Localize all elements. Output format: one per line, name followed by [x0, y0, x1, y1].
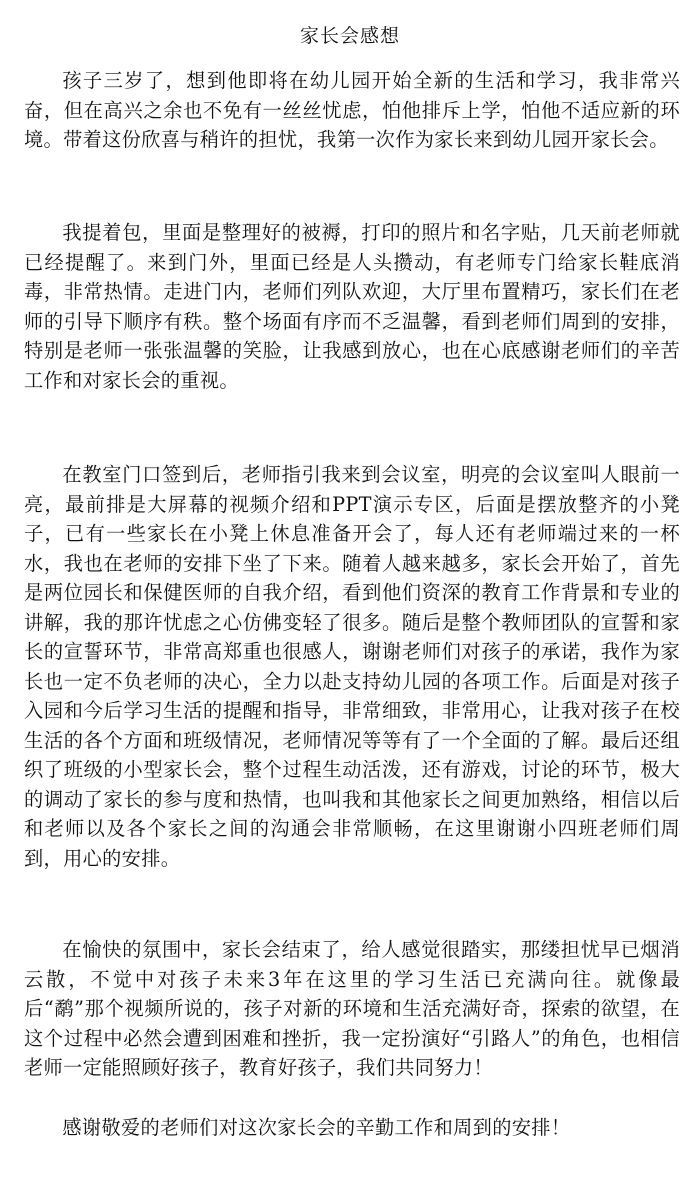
paragraph-3: 在教室门口签到后，老师指引我来到会议室，明亮的会议室叫人眼前一亮，最前排是大屏幕的视频介绍和PPT演示专区，后面是摆放整齐的小凳子，已有一些家长在小凳上休息准备开会了，每人还有老师端过来的一杯水，我也在老师的安排下坐了下来。随着人越来越多，家长会开始了，首先是两位园长和保健医师的自我介绍，看到他们资深的教育工作背景和专业的讲解，我的那许忧虑之心仿佛变轻了很多。随后是整个教师团队的宣誓和家长的宣誓环节，非常高郑重也很感人，谢谢老师们对孩子的承诺，我作为家长也一定不负老师的决心，全力以赴支持幼儿园的各项工作。后面是对孩子入园和今后学习生活的提醒和指导，非常细致，非常用心，让我对孩子在校生活的各个方面和班级情况，老师情况等等有了一个全面的了解。最后还组织了班级的小型家长会，整个过程生动活泼，还有游戏，讨论的环节，极大的调动了家长的参与度和热情，也叫我和其他家长之间更加熟络，相信以后和老师以及各个家长之间的沟通会非常顺畅，在这里谢谢小四班老师们周到，用心的安排。 [24, 463, 680, 870]
paragraph-4: 在愉快的氛围中，家长会结束了，给人感觉很踏实，那缕担忧早已烟消云散，不觉中对孩子未来3年在这里的学习生活已充满向往。就像最后“鹬”那个视频所说的，孩子对新的环境和生活充满好奇，探索的欲望，在这个过程中必然会遭到困难和挫折，我一定扮演好“引路人”的角色，也相信老师一定能照顾好孩子，教育好孩子，我们共同努力！ [24, 938, 680, 1079]
paragraph-2: 我提着包，里面是整理好的被褥，打印的照片和名字贴，几天前老师就已经提醒了。来到门外，里面已经是人头攒动，有老师专门给家长鞋底消毒，非常热情。走进门内，老师们列队欢迎，大厅里布置精巧，家长们在老师的引导下顺序有秩。整个场面有序而不乏温馨，看到老师们周到的安排，特别是老师一张张温馨的笑脸，让我感到放心，也在心底感谢老师们的辛苦工作和对家长会的重视。 [24, 221, 680, 392]
paragraph-1: 孩子三岁了，想到他即将在幼儿园开始全新的生活和学习，我非常兴奋，但在高兴之余也不免有一丝丝忧虑，怕他排斥上学，怕他不适应新的环境。带着这份欣喜与稍许的担忧，我第一次作为家长来到幼儿园开家长会。 [24, 69, 680, 151]
document-title: 家长会感想 [299, 25, 400, 47]
paragraph-5: 感谢敬爱的老师们对这次家长会的辛勤工作和周到的安排！ [62, 1116, 571, 1139]
